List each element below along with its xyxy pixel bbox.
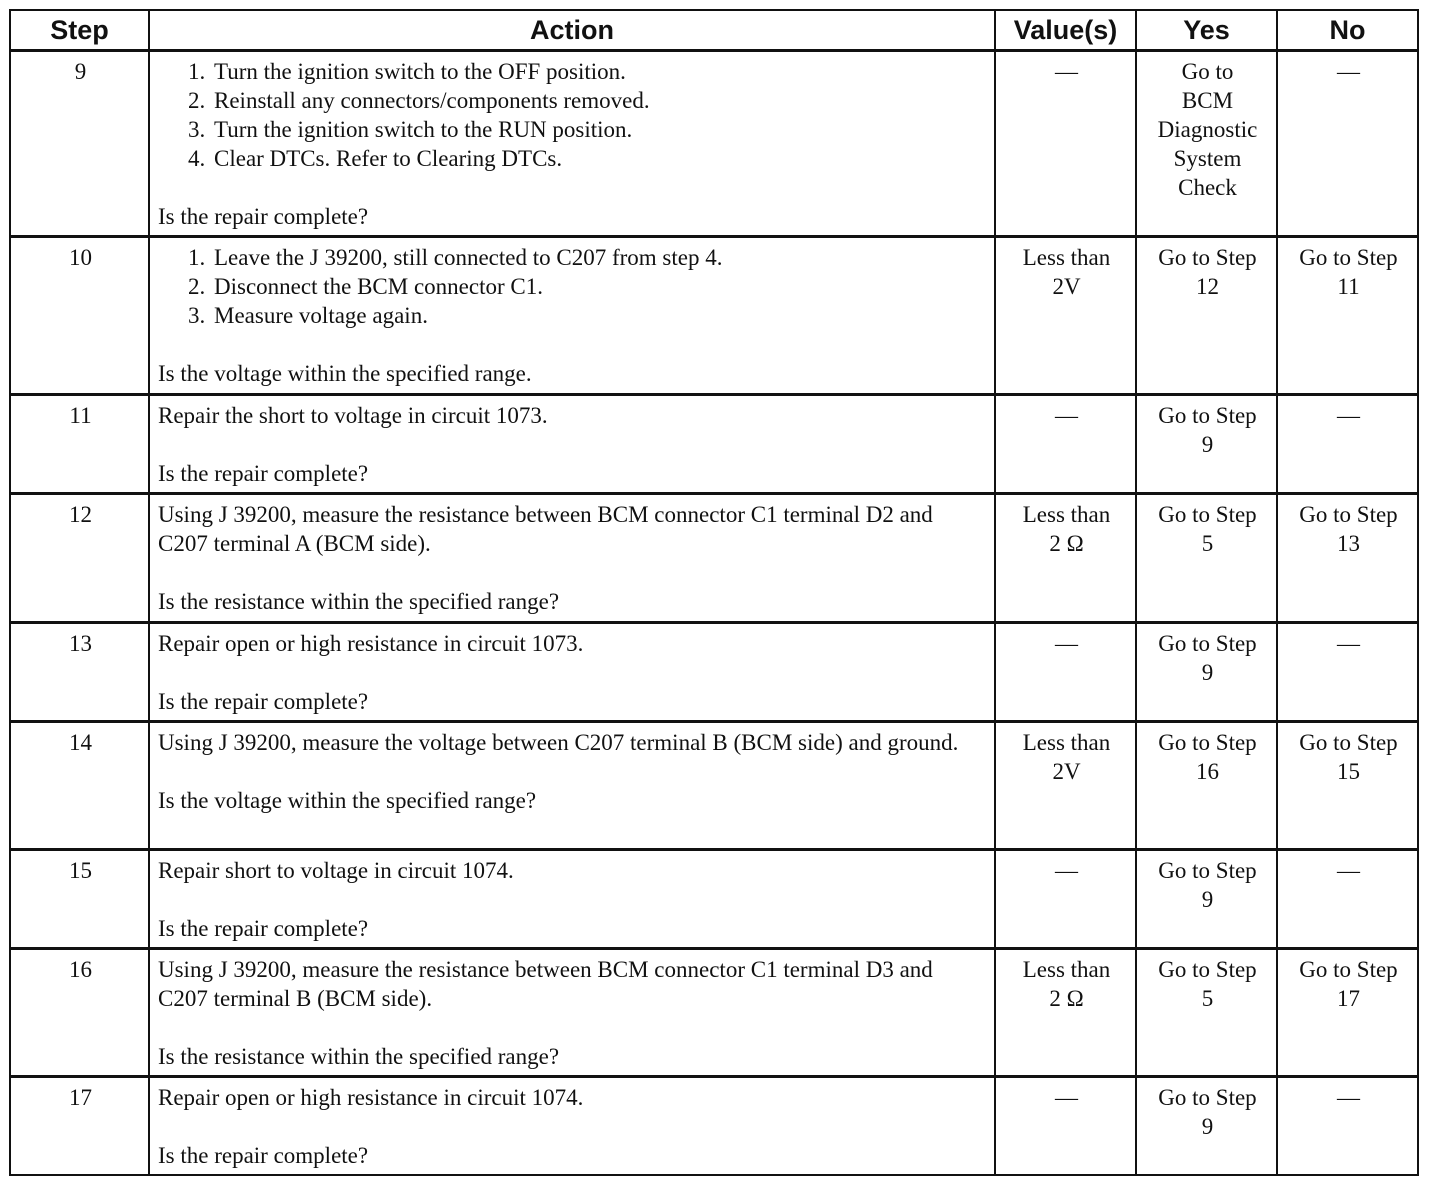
action-step-item: 3. Turn the ignition switch to the RUN position.	[211, 115, 988, 144]
action-spacer	[158, 1112, 988, 1141]
yes-cell: Go to Step 9	[1136, 1077, 1277, 1176]
header-yes: Yes	[1136, 10, 1277, 51]
no-cell: —	[1277, 1077, 1418, 1176]
no-cell: —	[1277, 395, 1418, 494]
diagnostic-table-sheet	[9, 9, 1419, 1176]
table-row-step-10	[10, 237, 1418, 395]
action-question: Is the repair complete?	[158, 1143, 369, 1168]
value-cell: —	[995, 850, 1136, 949]
action-question: Is the repair complete?	[158, 461, 369, 486]
value-cell: Less than 2 Ω	[995, 949, 1136, 1077]
header-values: Value(s)	[995, 10, 1136, 51]
action-step-item: 2. Reinstall any connectors/components removed.	[211, 86, 988, 115]
value-cell: Less than 2V	[995, 722, 1136, 850]
table-row-step-12	[10, 494, 1418, 623]
action-text: Repair the short to voltage in circuit 1073.	[158, 403, 548, 428]
action-cell	[149, 1077, 995, 1176]
action-spacer	[158, 658, 988, 687]
action-text: Using J 39200, measure the resistance between BCM connector C1 terminal D3 and C207 terminal B (BCM side).	[158, 957, 933, 1011]
no-cell: Go to Step 17	[1277, 949, 1418, 1077]
action-spacer	[158, 558, 988, 587]
action-cell	[149, 722, 995, 850]
step-number: 16	[10, 949, 149, 1077]
step-number: 17	[10, 1077, 149, 1176]
table-row-step-16	[10, 949, 1418, 1077]
action-step-item: 1. Turn the ignition switch to the OFF position.	[211, 57, 988, 86]
action-cell	[149, 850, 995, 949]
no-cell: Go to Step 11	[1277, 237, 1418, 395]
action-spacer	[158, 330, 988, 359]
yes-cell: Go to Step 9	[1136, 850, 1277, 949]
no-cell: —	[1277, 51, 1418, 237]
value-cell: —	[995, 623, 1136, 722]
value-cell: Less than 2 Ω	[995, 494, 1136, 623]
action-text: Repair open or high resistance in circuit 1074.	[158, 1085, 584, 1110]
value-cell: Less than 2V	[995, 237, 1136, 395]
yes-cell: Go to Step 12	[1136, 237, 1277, 395]
yes-cell: Go to Step 5	[1136, 494, 1277, 623]
no-cell: —	[1277, 623, 1418, 722]
no-cell: Go to Step 15	[1277, 722, 1418, 850]
action-step-item: 2. Disconnect the BCM connector C1.	[211, 272, 988, 301]
table-row-step-11	[10, 395, 1418, 494]
diagnostic-table	[9, 9, 1419, 1176]
header-no: No	[1277, 10, 1418, 51]
action-spacer	[158, 430, 988, 459]
step-number: 15	[10, 850, 149, 949]
action-step-item: 4. Clear DTCs. Refer to Clearing DTCs.	[211, 144, 988, 173]
table-row-step-13	[10, 623, 1418, 722]
action-cell	[149, 623, 995, 722]
action-question: Is the voltage within the specified range.	[158, 361, 532, 386]
action-spacer	[158, 173, 988, 202]
action-step-item: 1. Leave the J 39200, still connected to C207 from step 4.	[211, 243, 988, 272]
action-cell	[149, 237, 995, 395]
action-text: Using J 39200, measure the voltage between C207 terminal B (BCM side) and ground.	[158, 730, 959, 755]
action-cell	[149, 494, 995, 623]
table-header-row	[10, 10, 1418, 51]
header-action: Action	[149, 10, 995, 51]
action-spacer	[158, 757, 988, 786]
action-spacer	[158, 1013, 988, 1042]
header-step: Step	[10, 10, 149, 51]
step-number: 10	[10, 237, 149, 395]
action-text: Repair open or high resistance in circuit 1073.	[158, 631, 584, 656]
action-text: Repair short to voltage in circuit 1074.	[158, 858, 514, 883]
action-question: Is the resistance within the specified range?	[158, 589, 560, 614]
yes-cell: Go to Step 9	[1136, 395, 1277, 494]
action-question: Is the resistance within the specified range?	[158, 1044, 560, 1069]
table-row-step-15	[10, 850, 1418, 949]
action-step-item: 3. Measure voltage again.	[211, 301, 988, 330]
table-body	[10, 51, 1418, 1176]
yes-cell: Go to Step 16	[1136, 722, 1277, 850]
value-cell: —	[995, 51, 1136, 237]
no-cell: —	[1277, 850, 1418, 949]
action-question: Is the voltage within the specified range?	[158, 788, 537, 813]
action-cell	[149, 949, 995, 1077]
table-row-step-14	[10, 722, 1418, 850]
step-number: 9	[10, 51, 149, 237]
step-number: 12	[10, 494, 149, 623]
action-steps-list	[158, 57, 988, 173]
action-text: Using J 39200, measure the resistance between BCM connector C1 terminal D2 and C207 terminal A (BCM side).	[158, 502, 933, 556]
step-number: 14	[10, 722, 149, 850]
table-row-step-9	[10, 51, 1418, 237]
table-row-step-17	[10, 1077, 1418, 1176]
yes-cell: Go to Step 5	[1136, 949, 1277, 1077]
action-spacer	[158, 885, 988, 914]
action-question: Is the repair complete?	[158, 204, 369, 229]
action-question: Is the repair complete?	[158, 689, 369, 714]
yes-cell: Go to Step 9	[1136, 623, 1277, 722]
value-cell: —	[995, 395, 1136, 494]
step-number: 13	[10, 623, 149, 722]
step-number: 11	[10, 395, 149, 494]
action-question: Is the repair complete?	[158, 916, 369, 941]
no-cell: Go to Step 13	[1277, 494, 1418, 623]
yes-cell: Go to BCM Diagnostic System Check	[1136, 51, 1277, 237]
action-steps-list	[158, 243, 988, 330]
value-cell: —	[995, 1077, 1136, 1176]
action-cell	[149, 395, 995, 494]
action-cell	[149, 51, 995, 237]
